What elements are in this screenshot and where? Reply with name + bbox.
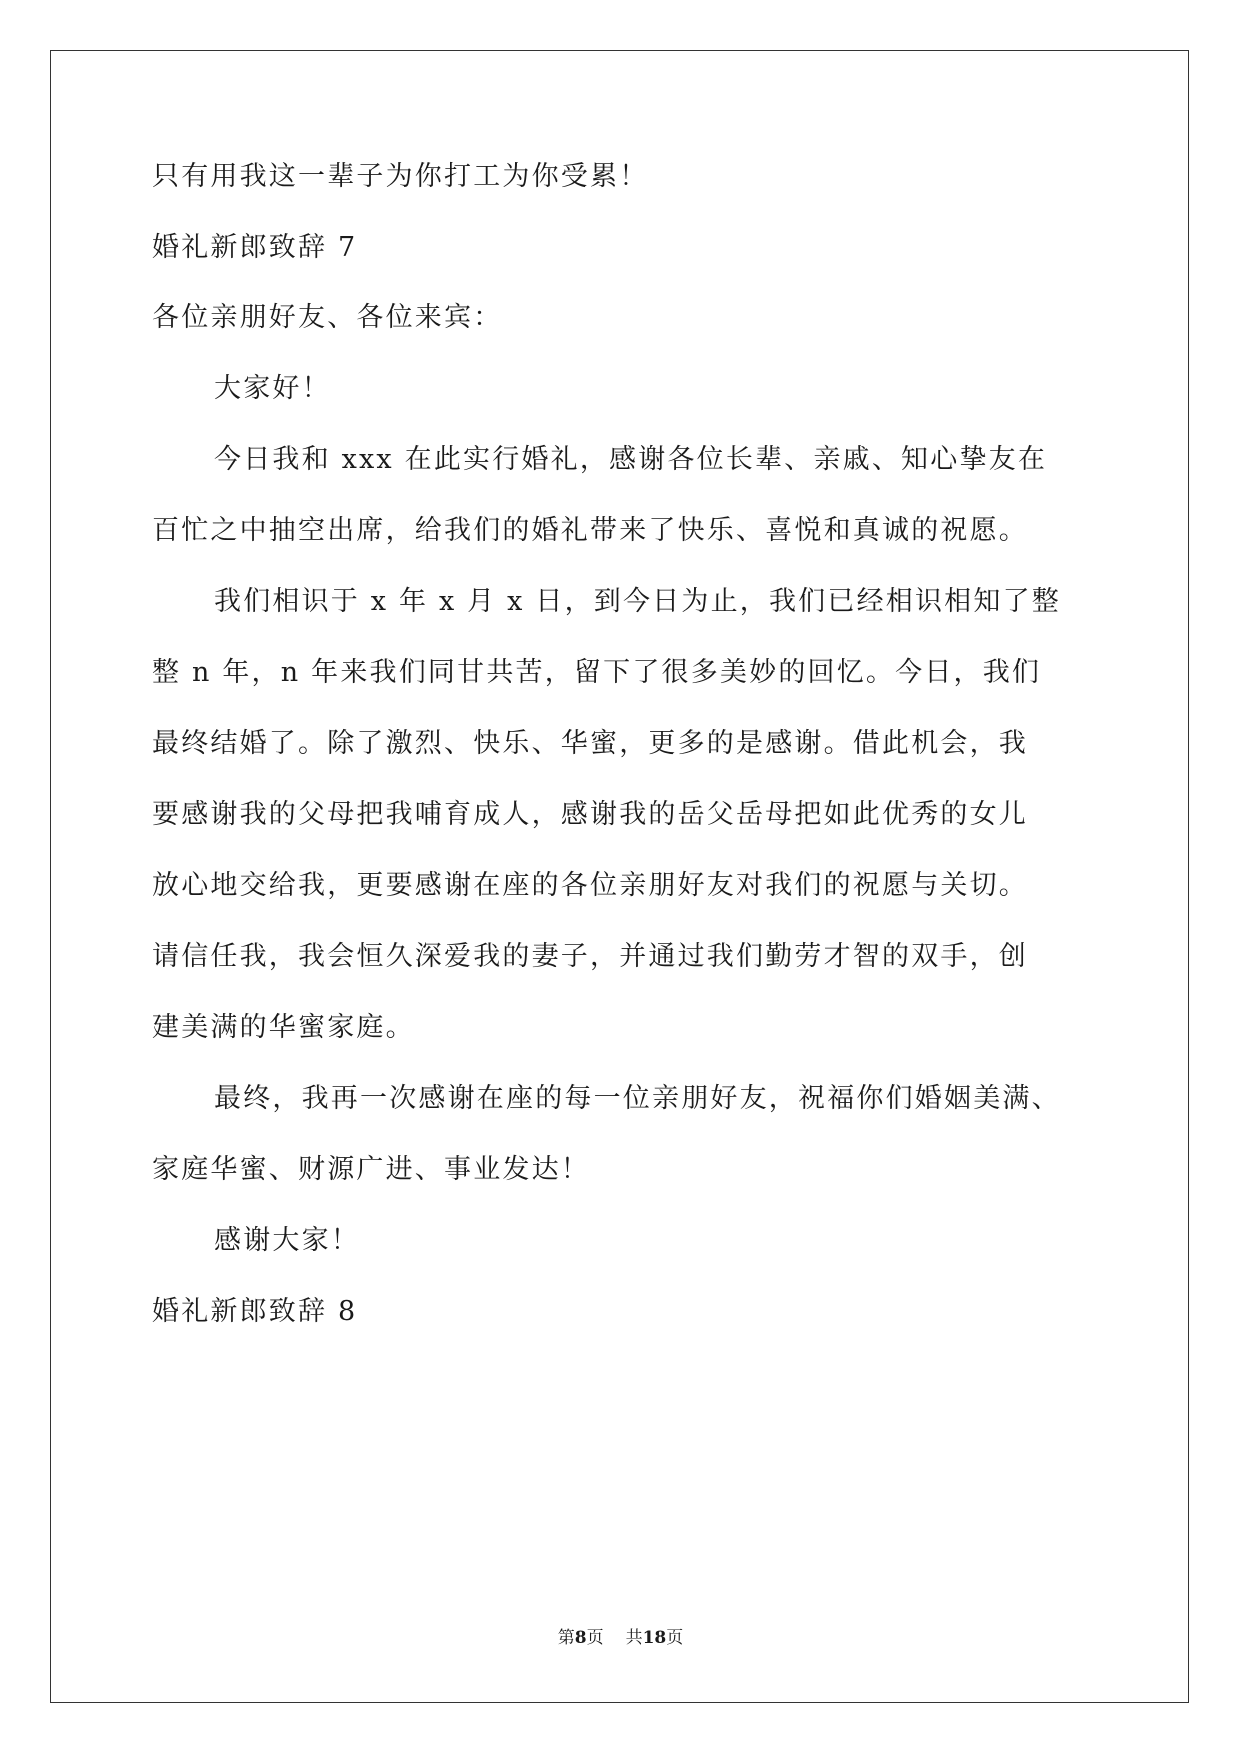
page-current: 8 xyxy=(574,1628,587,1648)
greeting: 大家好！ xyxy=(214,373,331,404)
body-line: 家庭华蜜、财源广进、事业发达！ xyxy=(152,1154,590,1185)
page-total: 18 xyxy=(642,1628,667,1648)
body-line: 最终，我再一次感谢在座的每一位亲朋好友，祝福你们婚姻美满、 xyxy=(214,1083,1061,1114)
salutation: 各位亲朋好友、各位来宾： xyxy=(152,302,503,333)
body-line: 今日我和 xxx 在此实行婚礼，感谢各位长辈、亲戚、知心挚友在 xyxy=(214,444,1048,475)
body-line: 要感谢我的父母把我哺育成人，感谢我的岳父岳母把如此优秀的女儿 xyxy=(152,799,1028,830)
body-line: 放心地交给我，更要感谢在座的各位亲朋好友对我们的祝愿与关切。 xyxy=(152,870,1028,901)
body-line: 我们相识于 x 年 x 月 x 日，到今日为止，我们已经相识相知了整 xyxy=(214,586,1061,617)
body-line: 最终结婚了。除了激烈、快乐、华蜜，更多的是感谢。借此机会，我 xyxy=(152,728,1028,759)
page-prefix: 第 xyxy=(557,1628,575,1648)
body-line: 整 n 年，n 年来我们同甘共苦，留下了很多美妙的回忆。今日，我们 xyxy=(152,657,1042,688)
total-prefix: 共 xyxy=(625,1628,643,1648)
closing-thanks: 感谢大家！ xyxy=(214,1225,360,1256)
body-line: 百忙之中抽空出席，给我们的婚礼带来了快乐、喜悦和真诚的祝愿。 xyxy=(152,515,1028,546)
body-line: 建美满的华蜜家庭。 xyxy=(152,1012,415,1043)
body-line: 只有用我这一辈子为你打工为你受累！ xyxy=(152,161,649,192)
section-heading: 婚礼新郎致辞 7 xyxy=(152,232,358,263)
section-heading: 婚礼新郎致辞 8 xyxy=(152,1296,358,1327)
total-suffix: 页 xyxy=(666,1628,684,1648)
page-suffix: 页 xyxy=(586,1628,604,1648)
body-line: 请信任我，我会恒久深爱我的妻子，并通过我们勤劳才智的双手，创 xyxy=(152,941,1028,972)
page-footer xyxy=(0,1626,1241,1650)
